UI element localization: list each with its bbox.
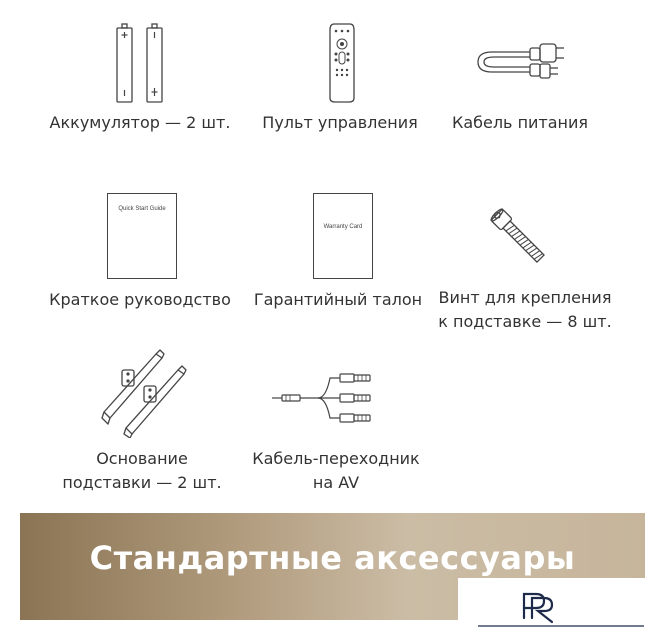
remote-label bbox=[240, 111, 440, 135]
av-cable-label bbox=[236, 447, 436, 495]
av-cable-label-line-2: на AV bbox=[312, 473, 360, 492]
remote-control-icon bbox=[327, 22, 357, 104]
warranty-card-cover-text: Warranty Card bbox=[323, 224, 363, 230]
stand-label-line-2: подставки — 2 шт. bbox=[62, 473, 222, 492]
remote-label-line-1: Пульт управления bbox=[262, 113, 418, 132]
stand-base-icon bbox=[98, 346, 188, 438]
quick-guide-label bbox=[40, 288, 240, 312]
screw-label bbox=[425, 286, 625, 334]
stand-label-line-1: Основание bbox=[96, 449, 188, 468]
av-adapter-cable-icon bbox=[270, 366, 374, 430]
screw-label-line-1: Винт для крепления bbox=[438, 288, 612, 307]
battery-label-line-1: Аккумулятор — 2 шт. bbox=[49, 113, 231, 132]
av-cable-label-line-1: Кабель-переходник bbox=[252, 449, 420, 468]
quick-start-guide-icon bbox=[107, 193, 177, 279]
quick-guide-label-line-1: Краткое руководство bbox=[49, 290, 231, 309]
warranty-card-icon bbox=[313, 193, 373, 279]
stand-label bbox=[42, 447, 242, 495]
screw-label-line-2: к подставке — 8 шт. bbox=[438, 312, 612, 331]
brand-logo-icon bbox=[458, 578, 665, 640]
battery-icon bbox=[112, 22, 172, 106]
power-cable-label bbox=[420, 111, 620, 135]
battery-label bbox=[40, 111, 240, 135]
banner-title: Стандартные аксессуары bbox=[89, 539, 576, 577]
power-cable-icon bbox=[472, 40, 572, 86]
warranty-label-line-1: Гарантийный талон bbox=[253, 290, 423, 309]
brand-logo bbox=[458, 578, 665, 640]
quick-start-guide-cover-text: Quick Start Guide bbox=[118, 206, 166, 212]
power-cable-label-line-1: Кабель питания bbox=[451, 113, 589, 132]
warranty-label bbox=[238, 288, 438, 312]
screw-icon bbox=[484, 203, 556, 273]
